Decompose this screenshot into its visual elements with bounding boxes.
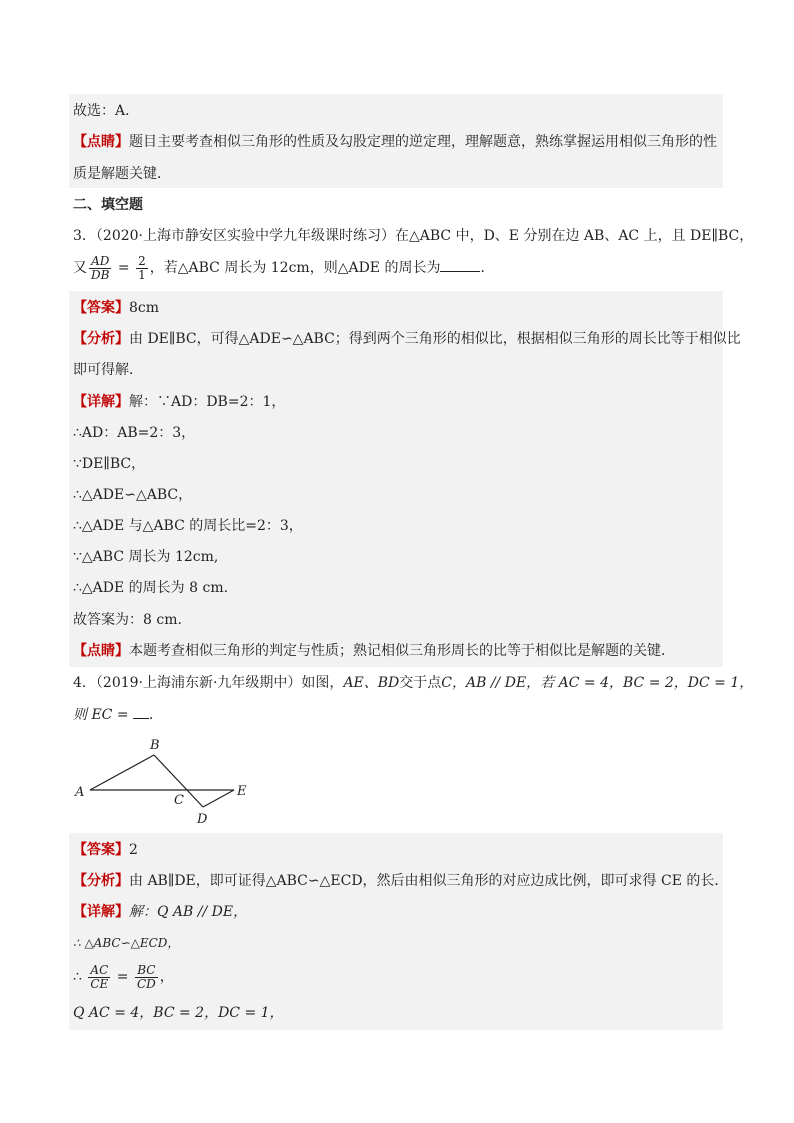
dianjing-text: 题目主要考查相似三角形的性质及勾股定理的逆定理，理解题意，熟练掌握运用相似三角形的性 xyxy=(129,134,717,150)
dianjing-tag: 【点睛】 xyxy=(73,134,129,150)
q4-answer-blank xyxy=(133,704,149,719)
q2-dianjing-line2: 质是解题关键． xyxy=(73,166,171,182)
q4-conditions: C，AB // DE，若 AC = 4，BC = 2，DC = 1， xyxy=(441,675,754,691)
label-b: B xyxy=(150,738,160,753)
q3-answer-blank xyxy=(440,257,480,272)
q4-therefore: ∴ xyxy=(73,969,87,985)
label-c: C xyxy=(174,793,184,808)
q4-intersect: 交于点 xyxy=(399,675,442,691)
answer-tag: 【答案】 xyxy=(73,842,129,858)
q4-solution-block xyxy=(69,833,723,1030)
q3-detail-step: ∴△ADE∽△ABC， xyxy=(73,487,193,503)
q3-fraction-ad-db: $\frac{AD}{DB}$ xyxy=(91,253,110,282)
q3-detail-step: ∴△ADE 的周长为 8 cm. xyxy=(73,580,229,596)
q4-analysis-line xyxy=(73,871,728,891)
q4-detail-line xyxy=(73,902,247,922)
q4-stem-line1 xyxy=(73,673,753,693)
q4-answer: 2 xyxy=(129,842,138,858)
q3-detail-line xyxy=(73,392,285,412)
q2-dianjing-line1 xyxy=(73,132,717,152)
q4-comma: ， xyxy=(159,969,174,985)
q3-stem-end: ． xyxy=(480,260,495,276)
label-e: E xyxy=(237,784,247,799)
q3-final-answer: 故答案为：8 cm. xyxy=(73,612,182,628)
q3-detail-step: ∴△ADE 与△ABC 的周长比=2：3， xyxy=(73,518,303,534)
q3-detail-step: ∵DE∥BC， xyxy=(73,456,146,472)
segment-ab xyxy=(90,755,154,790)
analysis-tag: 【分析】 xyxy=(73,331,129,347)
q4-fraction-ac-ce: $\frac{AC}{CE}$ xyxy=(90,962,109,991)
q2-choice-line: 故选：A． xyxy=(73,103,140,119)
q3-stem-line1: 3．（2020·上海市静安区实验中学九年级课时练习）在△ABC 中，D、E 分别在边 AB、AC 上，且 DE∥BC， xyxy=(73,228,754,244)
q3-analysis-text: 由 DE∥BC，可得△ADE∽△ABC；得到两个三角形的相似比，根据相似三角形的周长比等于相似比 xyxy=(129,331,741,347)
q3-stem-suffix: ，若△ABC 周长为 12cm，则△ADE 的周长为 xyxy=(149,260,441,276)
q4-analysis-text: 由 AB∥DE，即可证得△ABC∽△ECD，然后由相似三角形的对应边成比例，即可求得 CE 的长． xyxy=(129,873,729,889)
q3-detail-step: ∵△ABC 周长为 12cm, xyxy=(73,549,219,565)
label-a: A xyxy=(75,785,85,800)
q4-detail-step: Q AC = 4，BC = 2，DC = 1， xyxy=(73,1005,284,1021)
q3-answer-line xyxy=(73,298,159,318)
q4-vars: AE、BD xyxy=(343,675,400,691)
q4-stem-end: ． xyxy=(149,707,164,723)
q4-source: 4．（2019·上海浦东新·九年级期中）如图， xyxy=(73,675,344,691)
label-d: D xyxy=(197,812,208,827)
q3-dianjing-text: 本题考查相似三角形的判定与性质；熟记相似三角形周长的比等于相似比是解题的关键． xyxy=(129,643,675,659)
q4-detail-step: ∴ △ABC∽△ECD， xyxy=(73,936,180,950)
q3-detail-step: ∴AD：AB=2：3， xyxy=(73,425,196,441)
q4-detail-step: 解：Q AB // DE， xyxy=(129,904,248,920)
analysis-tag: 【分析】 xyxy=(73,873,129,889)
q4-stem-line2 xyxy=(73,704,163,725)
q3-prefix: 又 xyxy=(73,260,87,276)
q4-answer-line xyxy=(73,840,138,860)
q3-analysis-line2: 即可得解． xyxy=(73,362,143,378)
answer-tag: 【答案】 xyxy=(73,300,129,316)
q4-fraction-bc-cd: $\frac{BC}{CD}$ xyxy=(136,962,156,991)
dianjing-tag: 【点睛】 xyxy=(73,643,129,659)
q4-proportion-line xyxy=(73,959,174,995)
q4-equals: = xyxy=(112,969,133,985)
q4-ask: 则 EC = xyxy=(73,707,134,723)
q3-dianjing-line xyxy=(73,641,675,661)
q3-answer: 8cm xyxy=(129,300,160,316)
q3-analysis-line1 xyxy=(73,329,741,349)
q3-equals: = xyxy=(113,260,135,276)
triangle-figure xyxy=(70,735,260,827)
section-title: 二、填空题 xyxy=(73,197,143,213)
q3-stem-line2 xyxy=(73,253,494,283)
detail-tag: 【详解】 xyxy=(73,904,129,920)
detail-tag: 【详解】 xyxy=(73,394,129,410)
q3-fraction-2-1: $\frac{2}{1}$ xyxy=(138,253,146,282)
segment-de xyxy=(203,790,234,807)
q3-detail-step: 解：∵AD：DB=2：1， xyxy=(129,394,286,410)
